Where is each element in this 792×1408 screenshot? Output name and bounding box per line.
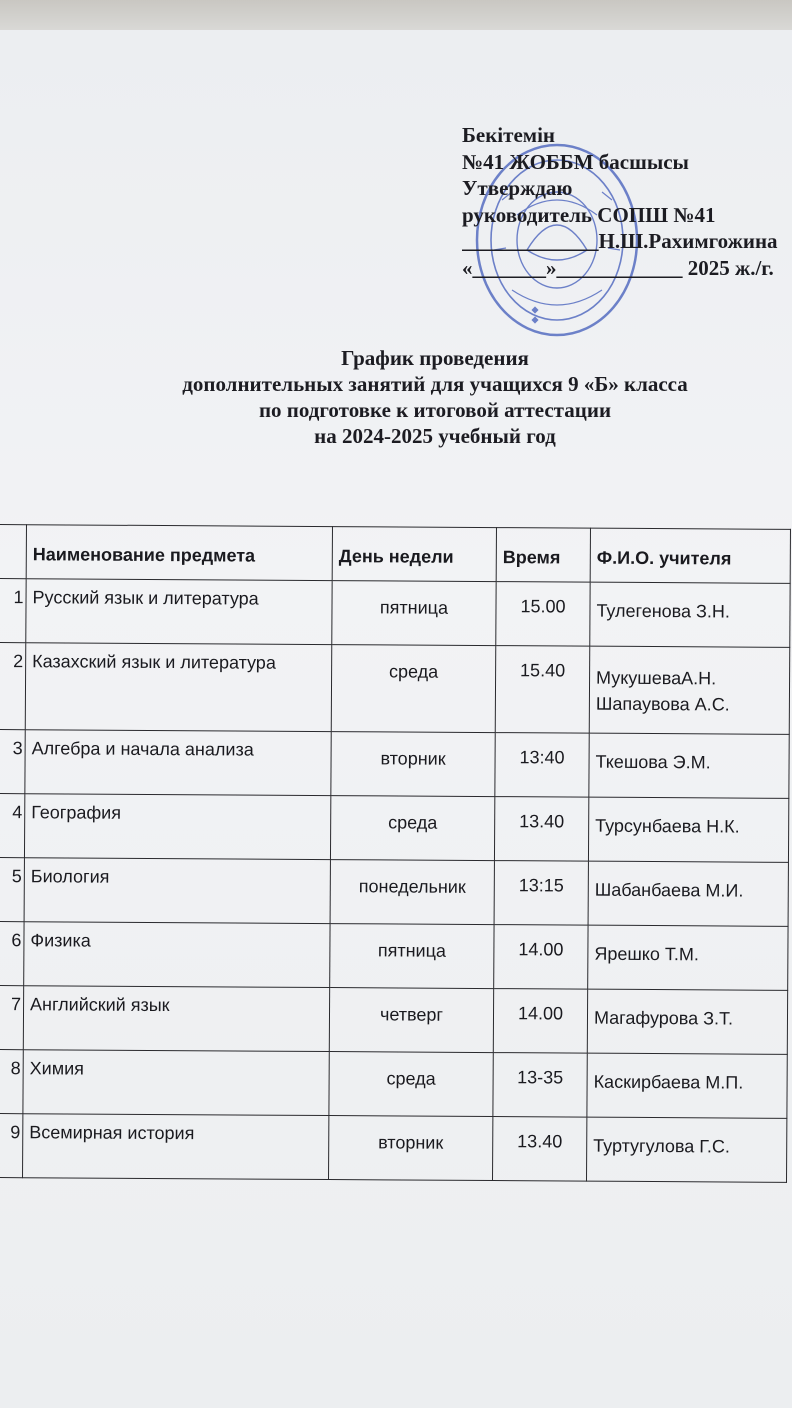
title-line: дополнительных занятий для учащихся 9 «Б» класса xyxy=(182,372,688,396)
row-day: вторник xyxy=(331,732,495,797)
row-subject: Алгебра и начала анализа xyxy=(25,730,331,796)
row-day: среда xyxy=(331,645,496,733)
row-day: пятница xyxy=(330,924,494,989)
row-number: 9 xyxy=(0,1113,23,1177)
table-row xyxy=(0,1049,787,1118)
row-time: 13:15 xyxy=(494,861,588,926)
approval-signature-line: _____________Н.Ш.Рахимгожина xyxy=(462,229,778,253)
table-row xyxy=(0,579,790,648)
approval-line: №41 ЖОББМ басшысы xyxy=(462,149,689,174)
row-subject: Биология xyxy=(24,858,330,924)
row-subject: Английский язык xyxy=(23,986,329,1052)
table-header-row xyxy=(0,525,790,584)
row-day: среда xyxy=(329,1052,493,1117)
approval-line: Бекітемін xyxy=(462,123,556,147)
row-subject: География xyxy=(24,794,330,860)
row-time: 14.00 xyxy=(494,925,588,990)
header-number xyxy=(0,525,26,579)
row-subject: Физика xyxy=(24,922,330,988)
header-subject: Наименование предмета xyxy=(26,525,332,581)
schedule-table xyxy=(0,524,791,1183)
approval-line: руководитель СОПШ №41 xyxy=(462,202,716,227)
row-number: 1 xyxy=(0,579,26,643)
approval-line: Утверждаю xyxy=(462,176,573,200)
row-time: 15.40 xyxy=(495,646,590,734)
row-time: 13:40 xyxy=(495,733,589,798)
row-subject: Русский язык и литература xyxy=(26,579,332,645)
row-number: 6 xyxy=(0,921,24,985)
row-time: 13.40 xyxy=(494,797,588,862)
row-number: 3 xyxy=(0,729,25,793)
row-teacher: Ярешко Т.М. xyxy=(588,925,788,990)
row-time: 13.40 xyxy=(492,1117,586,1182)
table-row xyxy=(0,1113,787,1182)
row-day: пятница xyxy=(332,581,496,646)
approval-stamp-block xyxy=(462,122,792,281)
row-teacher: Каскирбаева М.П. xyxy=(587,1053,787,1118)
table-row xyxy=(0,857,788,926)
row-number: 8 xyxy=(0,1049,23,1113)
teacher-name: Шапаувова А.С. xyxy=(595,693,730,715)
table-row xyxy=(0,643,790,735)
row-teacher: Шабанбаева М.И. xyxy=(588,861,788,926)
teacher-name: МукушеваА.Н. xyxy=(596,667,717,689)
row-subject: Химия xyxy=(23,1050,329,1116)
row-time: 15.00 xyxy=(496,582,590,647)
header-day: День недели xyxy=(332,527,496,582)
title-line: по подготовке к итоговой аттестации xyxy=(258,398,612,422)
header-teacher: Ф.И.О. учителя xyxy=(590,528,790,583)
title-line: на 2024-2025 учебный год xyxy=(314,424,556,448)
row-teacher: Магафурова З.Т. xyxy=(587,989,787,1054)
row-day: понедельник xyxy=(330,860,494,925)
approval-date-line: «_______»____________ 2025 ж./г. xyxy=(462,255,774,280)
header-time: Время xyxy=(496,528,590,583)
row-subject: Казахский язык и литература xyxy=(25,643,332,732)
row-teacher: Турсунбаева Н.К. xyxy=(588,797,788,862)
row-number: 4 xyxy=(0,793,25,857)
table-row xyxy=(0,793,789,862)
row-time: 14.00 xyxy=(493,989,587,1054)
title-line: График проведения xyxy=(341,346,529,370)
row-day: вторник xyxy=(329,1116,493,1181)
table-row xyxy=(0,729,789,798)
row-number: 5 xyxy=(0,857,24,921)
row-time: 13-35 xyxy=(493,1053,587,1118)
document-title xyxy=(140,345,730,449)
row-number: 2 xyxy=(0,643,26,730)
row-day: среда xyxy=(330,796,494,861)
row-day: четверг xyxy=(329,988,493,1053)
row-teacher: Туртугулова Г.С. xyxy=(586,1117,786,1182)
row-subject: Всемирная история xyxy=(23,1114,329,1180)
row-teacher: Тулегенова З.Н. xyxy=(590,582,790,647)
table-row xyxy=(0,921,788,990)
table-row xyxy=(0,985,788,1054)
row-teacher: Ткешова Э.М. xyxy=(589,733,789,798)
schedule-table-wrapper xyxy=(0,524,791,1183)
row-number: 7 xyxy=(0,985,24,1049)
row-teacher xyxy=(589,646,790,734)
